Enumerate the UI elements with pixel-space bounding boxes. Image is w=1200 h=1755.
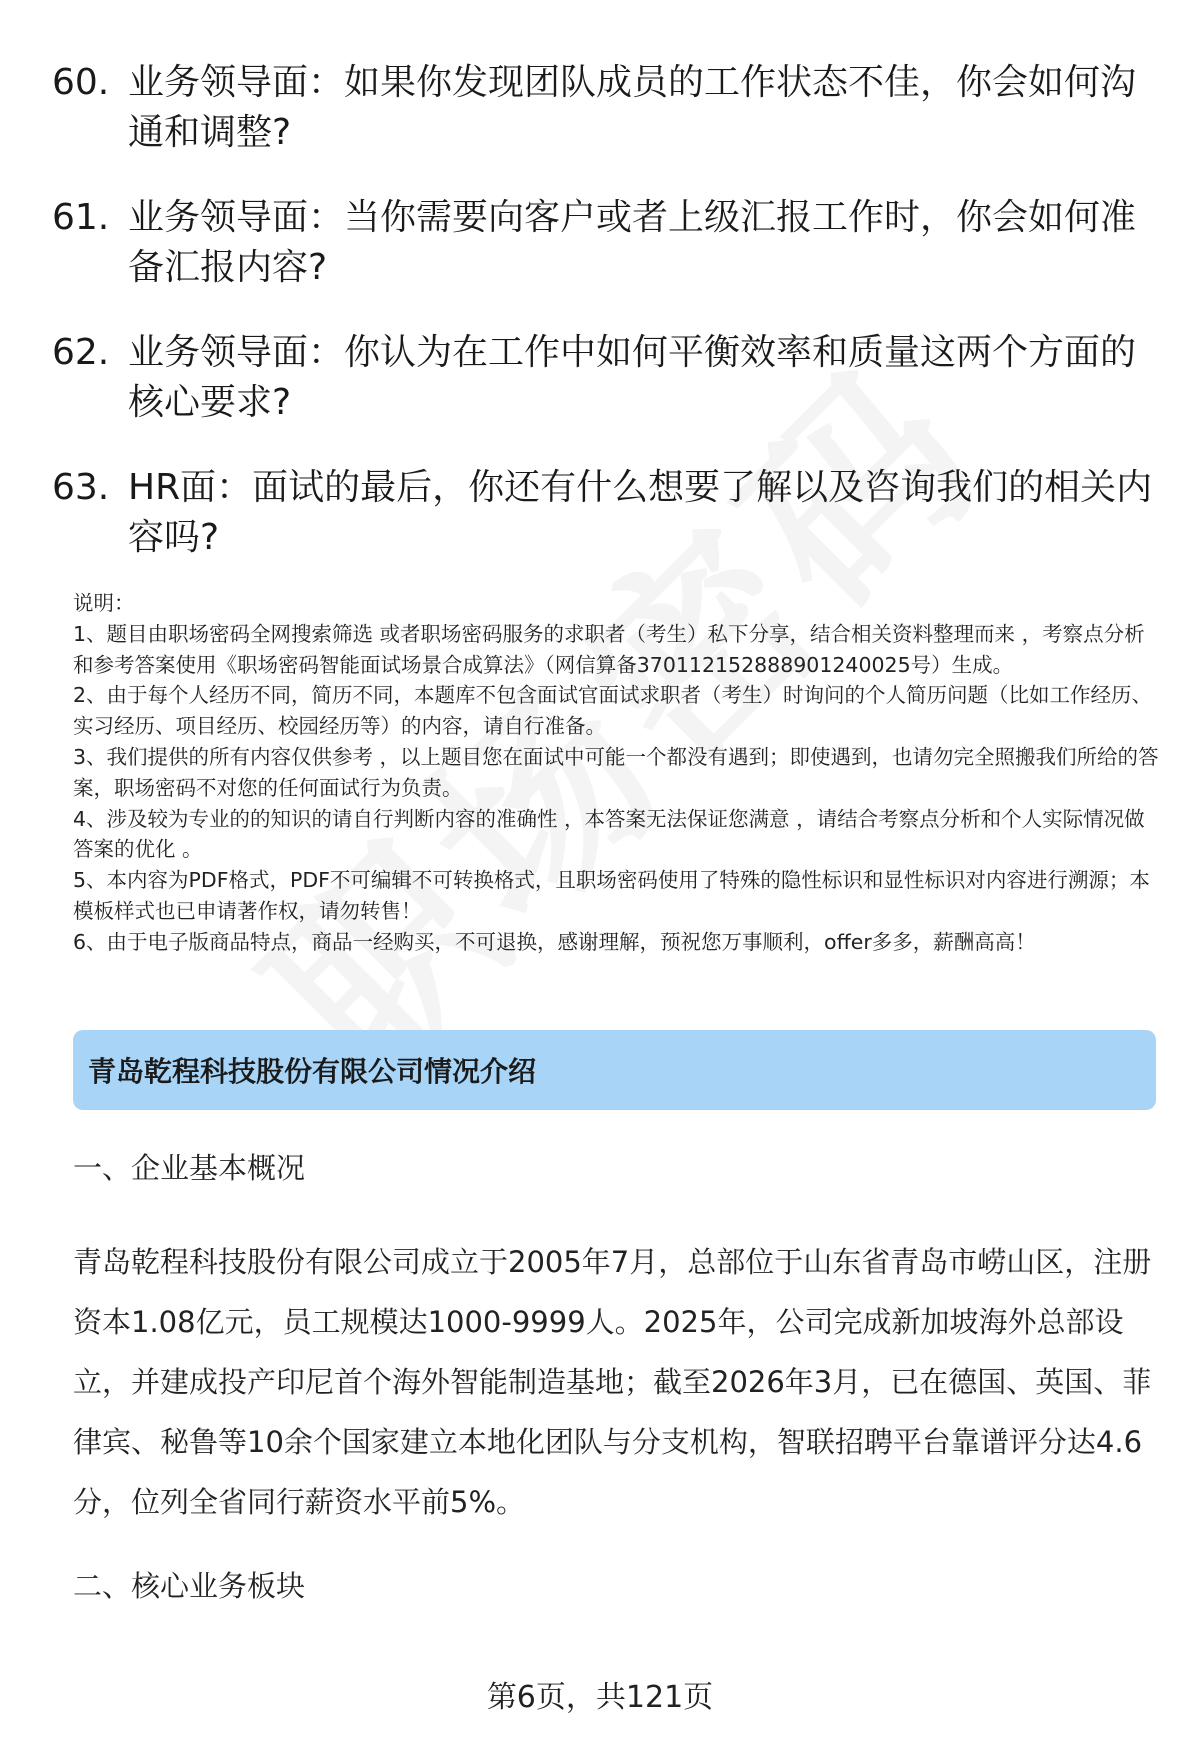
question-text: 业务领导面：当你需要向客户或者上级汇报工作时，你会如何准备汇报内容? bbox=[128, 197, 1137, 288]
question-item bbox=[52, 193, 1162, 293]
question-item bbox=[52, 463, 1162, 563]
question-text: 业务领导面：如果你发现团队成员的工作状态不佳，你会如何沟通和调整? bbox=[128, 62, 1137, 153]
company-overview-paragraph: 青岛乾程科技股份有限公司成立于2005年7月，总部位于山东省青岛市崂山区，注册资本1.08亿元，员工规模达1000-9999人。2025年，公司完成新加坡海外总部设立，并建成投产印尼首个海外智能制造基地；截至2026年3月，已在德国、英国、菲律宾、秘鲁等10余个国家建立本地化团队与分支机构，智联招聘平台靠谱评分达4.6分，位列全省同行薪资水平前5%。 bbox=[73, 1245, 1152, 1519]
section-title-overview: 一、企业基本概况 bbox=[73, 1151, 306, 1185]
question-number: 61. bbox=[52, 197, 110, 238]
question-number: 60. bbox=[52, 62, 110, 103]
company-banner bbox=[73, 1030, 1156, 1110]
question-list bbox=[52, 58, 1162, 598]
notes-section bbox=[73, 588, 1163, 958]
question-text: 业务领导面：你认为在工作中如何平衡效率和质量这两个方面的核心要求? bbox=[128, 332, 1137, 423]
note-item: 1、题目由职场密码全网搜索筛选 或者职场密码服务的求职者（考生）私下分享，结合相关资料整理而来 ，考察点分析和参考答案使用《职场密码智能面试场景合成算法》（网信算备370112152888901240025号）生成。 bbox=[73, 621, 1145, 677]
section-title-business: 二、核心业务板块 bbox=[73, 1569, 306, 1603]
note-item: 4、涉及较为专业的的知识的请自行判断内容的准确性 ，本答案无法保证您满意 ，请结合考察点分析和个人实际情况做答案的优化 。 bbox=[73, 806, 1145, 862]
page-footer: 第6页，共121页 bbox=[486, 1680, 714, 1715]
question-number: 63. bbox=[52, 467, 110, 508]
question-item bbox=[52, 328, 1162, 428]
notes-heading: 说明： bbox=[73, 591, 135, 615]
note-item: 2、由于每个人经历不同，简历不同，本题库不包含面试官面试求职者（考生）时询问的个人简历问题（比如工作经历、实习经历、项目经历、校园经历等）的内容，请自行准备。 bbox=[73, 683, 1153, 739]
note-item: 3、我们提供的所有内容仅供参考 ，以上题目您在面试中可能一个都没有遇到；即使遇到，也请勿完全照搬我们所给的答案，职场密码不对您的任何面试行为负责。 bbox=[73, 744, 1159, 800]
company-banner-title: 青岛乾程科技股份有限公司情况介绍 bbox=[88, 1055, 537, 1088]
question-number: 62. bbox=[52, 332, 110, 373]
note-item: 5、本内容为PDF格式，PDF不可编辑不可转换格式，且职场密码使用了特殊的隐性标识和显性标识对内容进行溯源；本模板样式也已申请著作权，请勿转售！ bbox=[73, 868, 1150, 923]
question-text: HR面：面试的最后，你还有什么想要了解以及咨询我们的相关内容吗? bbox=[128, 467, 1153, 558]
note-item: 6、由于电子版商品特点，商品一经购买，不可退换，感谢理解，预祝您万事顺利，offer多多，薪酬高高！ bbox=[73, 929, 1036, 954]
question-item bbox=[52, 58, 1162, 158]
